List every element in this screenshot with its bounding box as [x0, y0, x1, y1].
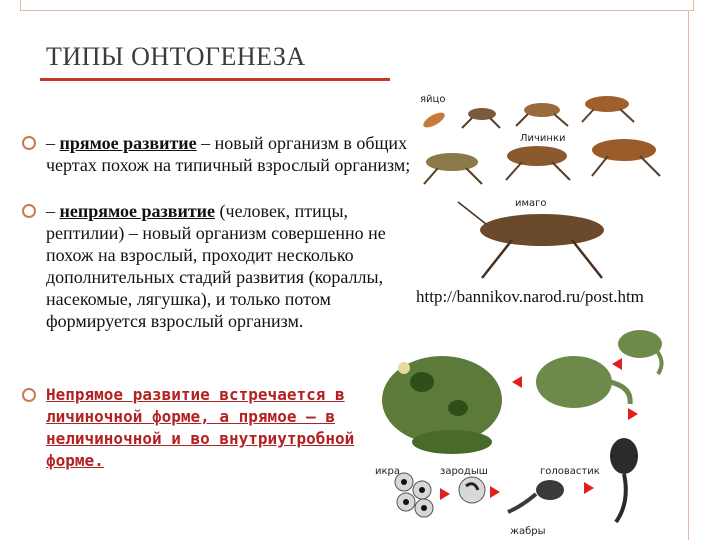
term-indirect: непрямое развитие — [59, 201, 216, 221]
label-tadpole: головастик — [540, 466, 600, 477]
grasshopper-nymph-icon — [506, 146, 570, 180]
bullet-prefix: – — [46, 133, 60, 153]
term-direct: прямое развитие — [59, 133, 197, 153]
summary-text: Непрямое развитие встречается в личиночной форме, а прямое – в неличиночной и во внутриутробной форме. — [46, 385, 355, 470]
bullet-marker-icon — [22, 388, 36, 402]
grasshopper-nymph-icon — [462, 108, 500, 128]
label-adult: имаго — [515, 198, 547, 209]
slide-title: ТИПЫ ОНТОГЕНЕЗА — [46, 42, 306, 71]
tadpole-icon — [610, 438, 638, 522]
label-egg: яйцо — [420, 94, 446, 105]
bullet-prefix: – — [46, 201, 60, 221]
title-underline — [40, 78, 390, 81]
development-illustration — [362, 82, 688, 540]
bullet-text: (человек, птицы, рептилии) – новый организм совершенно не похож на взрослый, проходит несколько дополнительных стадий развития (кораллы, насекомые, лягушка), и только потом формируется взрослый организм. — [46, 201, 386, 331]
frog-spawn-icon — [395, 473, 433, 517]
grasshopper-nymph-icon — [582, 96, 634, 122]
tadpole-icon — [508, 480, 564, 512]
adult-frog-icon — [382, 356, 502, 454]
grasshopper-nymph-icon — [516, 103, 568, 126]
frame-top — [20, 0, 694, 11]
grasshopper-nymph-icon — [424, 153, 482, 184]
label-embryo: зародыш — [440, 466, 488, 477]
embryo-icon — [459, 477, 485, 503]
source-url: http://bannikov.narod.ru/post.htm — [416, 287, 644, 306]
bullet-marker-icon — [22, 136, 36, 150]
label-spawn: икра — [375, 466, 401, 477]
label-nymphs: Личинки — [520, 133, 566, 144]
grasshopper-nymph-icon — [592, 139, 660, 176]
label-gills: жабры — [510, 526, 546, 537]
froglet-icon — [618, 330, 662, 374]
grasshopper-egg-icon — [421, 110, 447, 131]
bullet-text: – новый организм в общих чертах похож на типичный взрослый организм; — [46, 133, 411, 175]
grasshopper-adult-icon — [458, 202, 604, 278]
bullet-marker-icon — [22, 204, 36, 218]
frame-right — [688, 10, 689, 540]
